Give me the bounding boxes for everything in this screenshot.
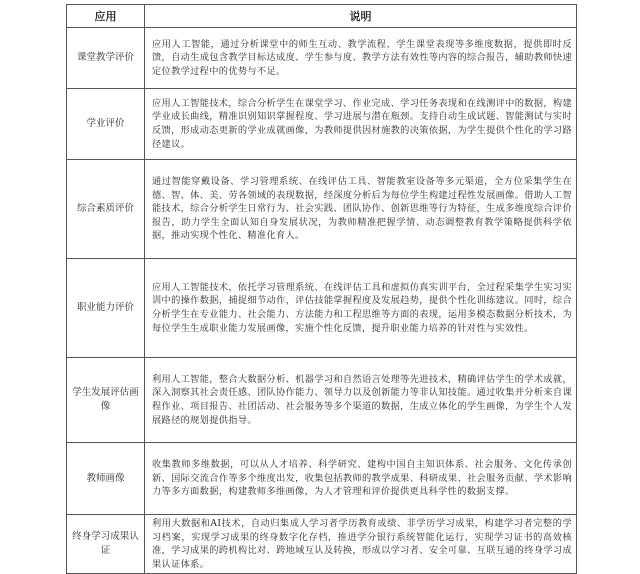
ai-evaluation-applications-table: [66, 4, 577, 574]
table-row: [67, 515, 577, 574]
application-description: 应用人工智能，通过分析课堂中的师生互动、教学流程、学生课堂表现等多维度数据，提供即时反馈，自动生成包含教学目标达成度、学生参与度、教学方法有效性等内容的综合报告，辅助教师快速定位教学过程中的优势与不足。: [145, 28, 577, 89]
table-row: [67, 443, 577, 515]
application-description: 应用人工智能技术，依托学习管理系统、在线评估工具和虚拟仿真实训平台，全过程采集学生实习实训中的操作数据，捕捉细节动作，评估技能掌握程度及发展趋势，提供个性化训练建议。同时，综合分析学生在专业能力、社会能力、方法能力和工程思维等方面的表现，运用多模态数据分析技术，为每位学生生成职业能力发展画像，实施个性化反馈，提升职业能力培养的针对性与实效性。: [145, 259, 577, 358]
table-row: [67, 28, 577, 89]
table-row: [67, 160, 577, 259]
application-name: 学生发展评估画像: [67, 358, 145, 443]
header-description: 说明: [145, 5, 577, 28]
application-name: 综合素质评价: [67, 160, 145, 259]
application-description: 收集教师多维数据，可以从人才培养、科学研究、建构中国自主知识体系、社会服务、文化传承创新、国际交流合作等多个维度出发，收集包括教师的教学成果、科研成果、社会服务贡献、学术影响力等多方面数据，构建教师多维画像，为人才管理和评价提供更具科学性的数据支撑。: [145, 443, 577, 515]
application-description: 利用人工智能，整合大数据分析、机器学习和自然语言处理等先进技术，精确评估学生的学术成就，深入洞察其社会责任感、团队协作能力、领导力以及创新能力等非认知技能。通过收集并分析来自课程作业、项目报告、社团活动、社会服务等多个渠道的数据，生成立体化的学生画像，为学生个人发展路径的规划提供指导。: [145, 358, 577, 443]
application-name: 学业评价: [67, 89, 145, 160]
table-row: [67, 89, 577, 160]
application-name: 终身学习成果认证: [67, 515, 145, 574]
evaluation-table-container: [66, 4, 576, 574]
table-row: [67, 358, 577, 443]
application-name: 教师画像: [67, 443, 145, 515]
application-name: 职业能力评价: [67, 259, 145, 358]
table-row: [67, 259, 577, 358]
application-name: 课堂教学评价: [67, 28, 145, 89]
application-description: 应用人工智能技术，综合分析学生在课堂学习、作业完成、学习任务表现和在线测评中的数据，构建学业成长曲线，精准识别知识掌握程度、学习进展与潜在瓶颈。支持自动生成试题、智能测试与实时反馈，形成动态更新的学业成就画像，为教师提供因材施教的决策依据，为学生提供个性化的学习路径建议。: [145, 89, 577, 160]
application-description: 利用大数据和AI技术，自动归集成人学习者学历教育成绩、非学历学习成果，构建学习者完整的学习档案，实现学习成果的终身数字化存档，推进学分银行系统智能化运行，实现学习证书的高效核准，学习成果的跨机构比对、跨地域互认及转换，形成以学习者、安全可靠、互联互通的终身学习成果认证体系。: [145, 515, 577, 574]
table-header-row: [67, 5, 577, 28]
application-description: 通过智能穿戴设备、学习管理系统、在线评估工具、智能教室设备等多元渠道，全方位采集学生在德、智、体、美、劳各领域的表现数据，经深度分析后为每位学生构建过程性发展画像。借助人工智能技术，综合分析学生日常行为、社会实践、团队协作、创新思维等行为特征，生成多维度综合评价报告，助力学生全面认知自身发展状况，为教师精准把握学情、动态调整教育教学策略提供科学依据，推动实现个性化、精准化育人。: [145, 160, 577, 259]
header-application: 应用: [67, 5, 145, 28]
